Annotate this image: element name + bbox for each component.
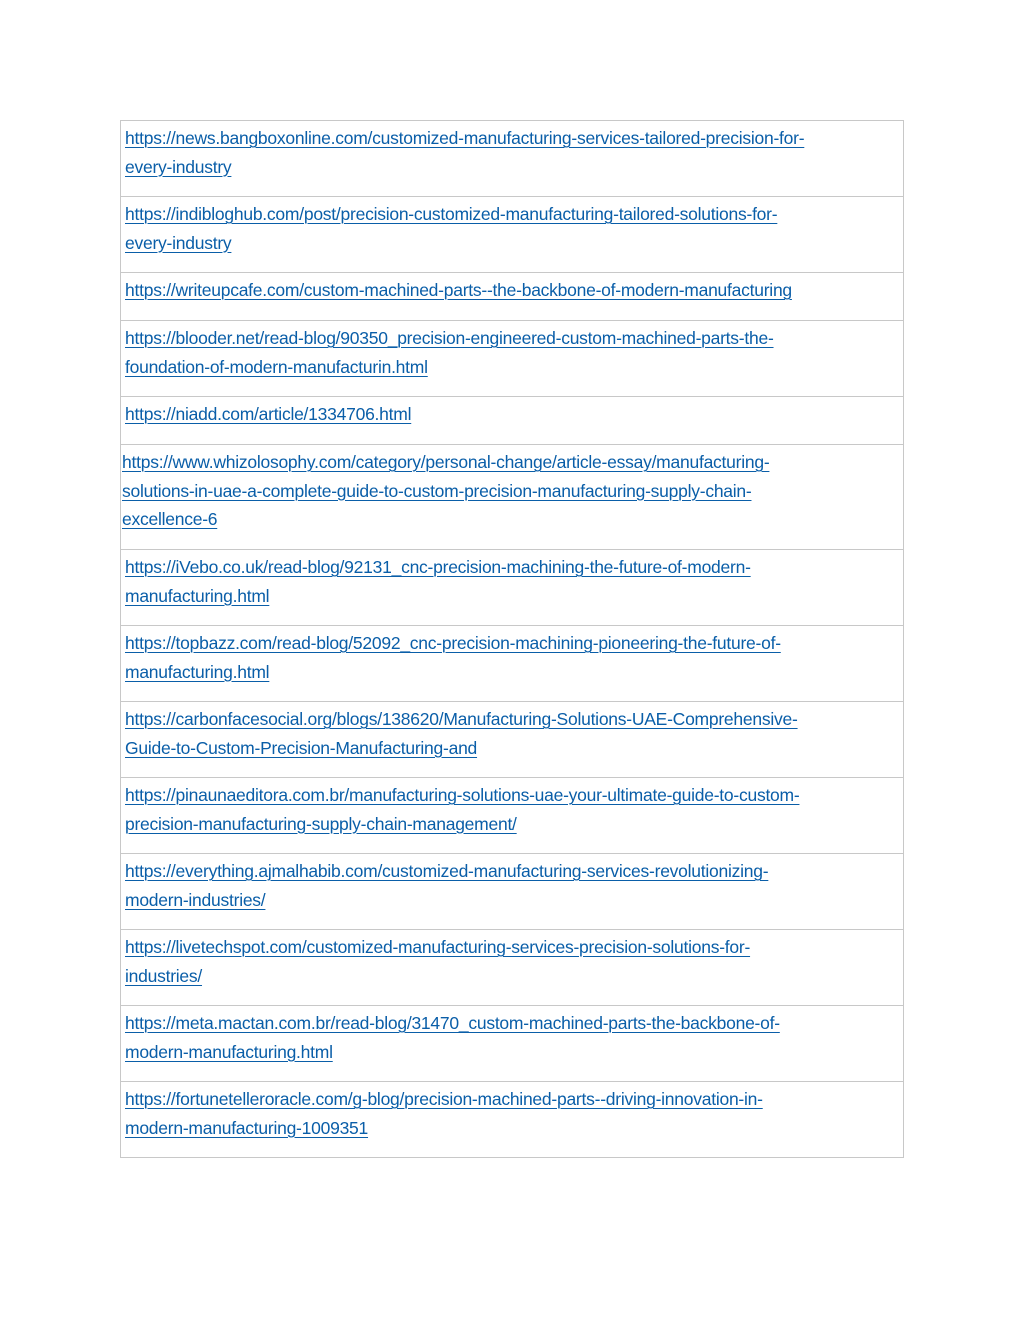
- table-row: [121, 854, 904, 930]
- url-link[interactable]: [125, 204, 777, 253]
- table-row: [121, 273, 904, 321]
- link-cell: [121, 197, 904, 273]
- table-row: [121, 1006, 904, 1082]
- url-link[interactable]: [125, 280, 792, 300]
- link-line: manufacturing.html: [125, 661, 270, 682]
- link-line: solutions-in-uae-a-complete-guide-to-custom-precision-manufacturing-supply-chain-: [122, 480, 752, 501]
- link-line: modern-industries/: [125, 889, 266, 910]
- table-row: [121, 930, 904, 1006]
- url-link[interactable]: [125, 1089, 763, 1138]
- url-link[interactable]: [125, 328, 774, 377]
- table-row: [121, 321, 904, 397]
- link-cell: [121, 397, 904, 445]
- table-row: [121, 197, 904, 273]
- link-line: foundation-of-modern-manufacturin.html: [125, 356, 428, 377]
- table-row: [121, 445, 904, 550]
- url-link[interactable]: [125, 861, 768, 910]
- url-link[interactable]: [125, 785, 799, 834]
- url-link[interactable]: [125, 633, 781, 682]
- url-link[interactable]: [125, 404, 411, 424]
- link-line: https://iVebo.co.uk/read-blog/92131_cnc-precision-machining-the-future-of-modern-: [125, 557, 751, 577]
- link-line: https://blooder.net/read-blog/90350_precision-engineered-custom-machined-parts-the-: [125, 328, 774, 348]
- table-row: [121, 1082, 904, 1158]
- table-row: [121, 778, 904, 854]
- link-line: manufacturing.html: [125, 585, 270, 606]
- link-line: https://writeupcafe.com/custom-machined-parts--the-backbone-of-modern-manufacturing: [125, 280, 792, 300]
- link-line: every-industry: [125, 156, 232, 177]
- link-cell: [121, 321, 904, 397]
- link-line: https://livetechspot.com/customized-manufacturing-services-precision-solutions-for-: [125, 937, 751, 957]
- link-cell: [121, 273, 904, 321]
- link-line: https://topbazz.com/read-blog/52092_cnc-precision-machining-pioneering-the-future-of-: [125, 633, 781, 653]
- link-line: every-industry: [125, 232, 232, 253]
- link-line: precision-manufacturing-supply-chain-management/: [125, 813, 517, 834]
- table-row: [121, 397, 904, 445]
- link-line: https://news.bangboxonline.com/customized-manufacturing-services-tailored-precision-for-: [125, 128, 805, 148]
- link-cell: [121, 626, 904, 702]
- link-line: https://carbonfacesocial.org/blogs/138620/Manufacturing-Solutions-UAE-Comprehensive-: [125, 709, 798, 729]
- link-line: https://fortunetelleroracle.com/g-blog/precision-machined-parts--driving-innovation-in-: [125, 1089, 763, 1109]
- url-link[interactable]: [125, 937, 750, 986]
- link-cell: [121, 854, 904, 930]
- link-cell: [121, 930, 904, 1006]
- link-line: modern-manufacturing-1009351: [125, 1117, 369, 1138]
- link-cell: [121, 778, 904, 854]
- link-line: excellence-6: [122, 509, 218, 529]
- table-row: [121, 121, 904, 197]
- url-link[interactable]: [125, 709, 798, 758]
- link-cell: [121, 445, 904, 550]
- link-line: industries/: [125, 965, 203, 986]
- link-cell: [121, 550, 904, 626]
- link-line: https://everything.ajmalhabib.com/customized-manufacturing-services-revolutionizing-: [125, 861, 769, 881]
- link-line: Guide-to-Custom-Precision-Manufacturing-and: [125, 737, 478, 758]
- link-line: https://meta.mactan.com.br/read-blog/31470_custom-machined-parts-the-backbone-of-: [125, 1013, 780, 1033]
- link-cell: [121, 121, 904, 197]
- link-cell: [121, 702, 904, 778]
- link-cell: [121, 1006, 904, 1082]
- links-table: [120, 120, 904, 1158]
- link-line: https://niadd.com/article/1334706.html: [125, 404, 412, 424]
- link-line: modern-manufacturing.html: [125, 1041, 333, 1062]
- link-line: https://indibloghub.com/post/precision-customized-manufacturing-tailored-solutions-for-: [125, 204, 778, 224]
- url-link[interactable]: [125, 557, 751, 606]
- table-row: [121, 626, 904, 702]
- link-line: https://www.whizolosophy.com/category/personal-change/article-essay/manufacturing-: [122, 452, 770, 472]
- url-link[interactable]: [122, 452, 769, 529]
- table-row: [121, 550, 904, 626]
- table-row: [121, 702, 904, 778]
- link-cell: [121, 1082, 904, 1158]
- url-link[interactable]: [125, 1013, 780, 1062]
- url-link[interactable]: [125, 128, 804, 177]
- link-line: https://pinaunaeditora.com.br/manufacturing-solutions-uae-your-ultimate-guide-to-custom-: [125, 785, 800, 805]
